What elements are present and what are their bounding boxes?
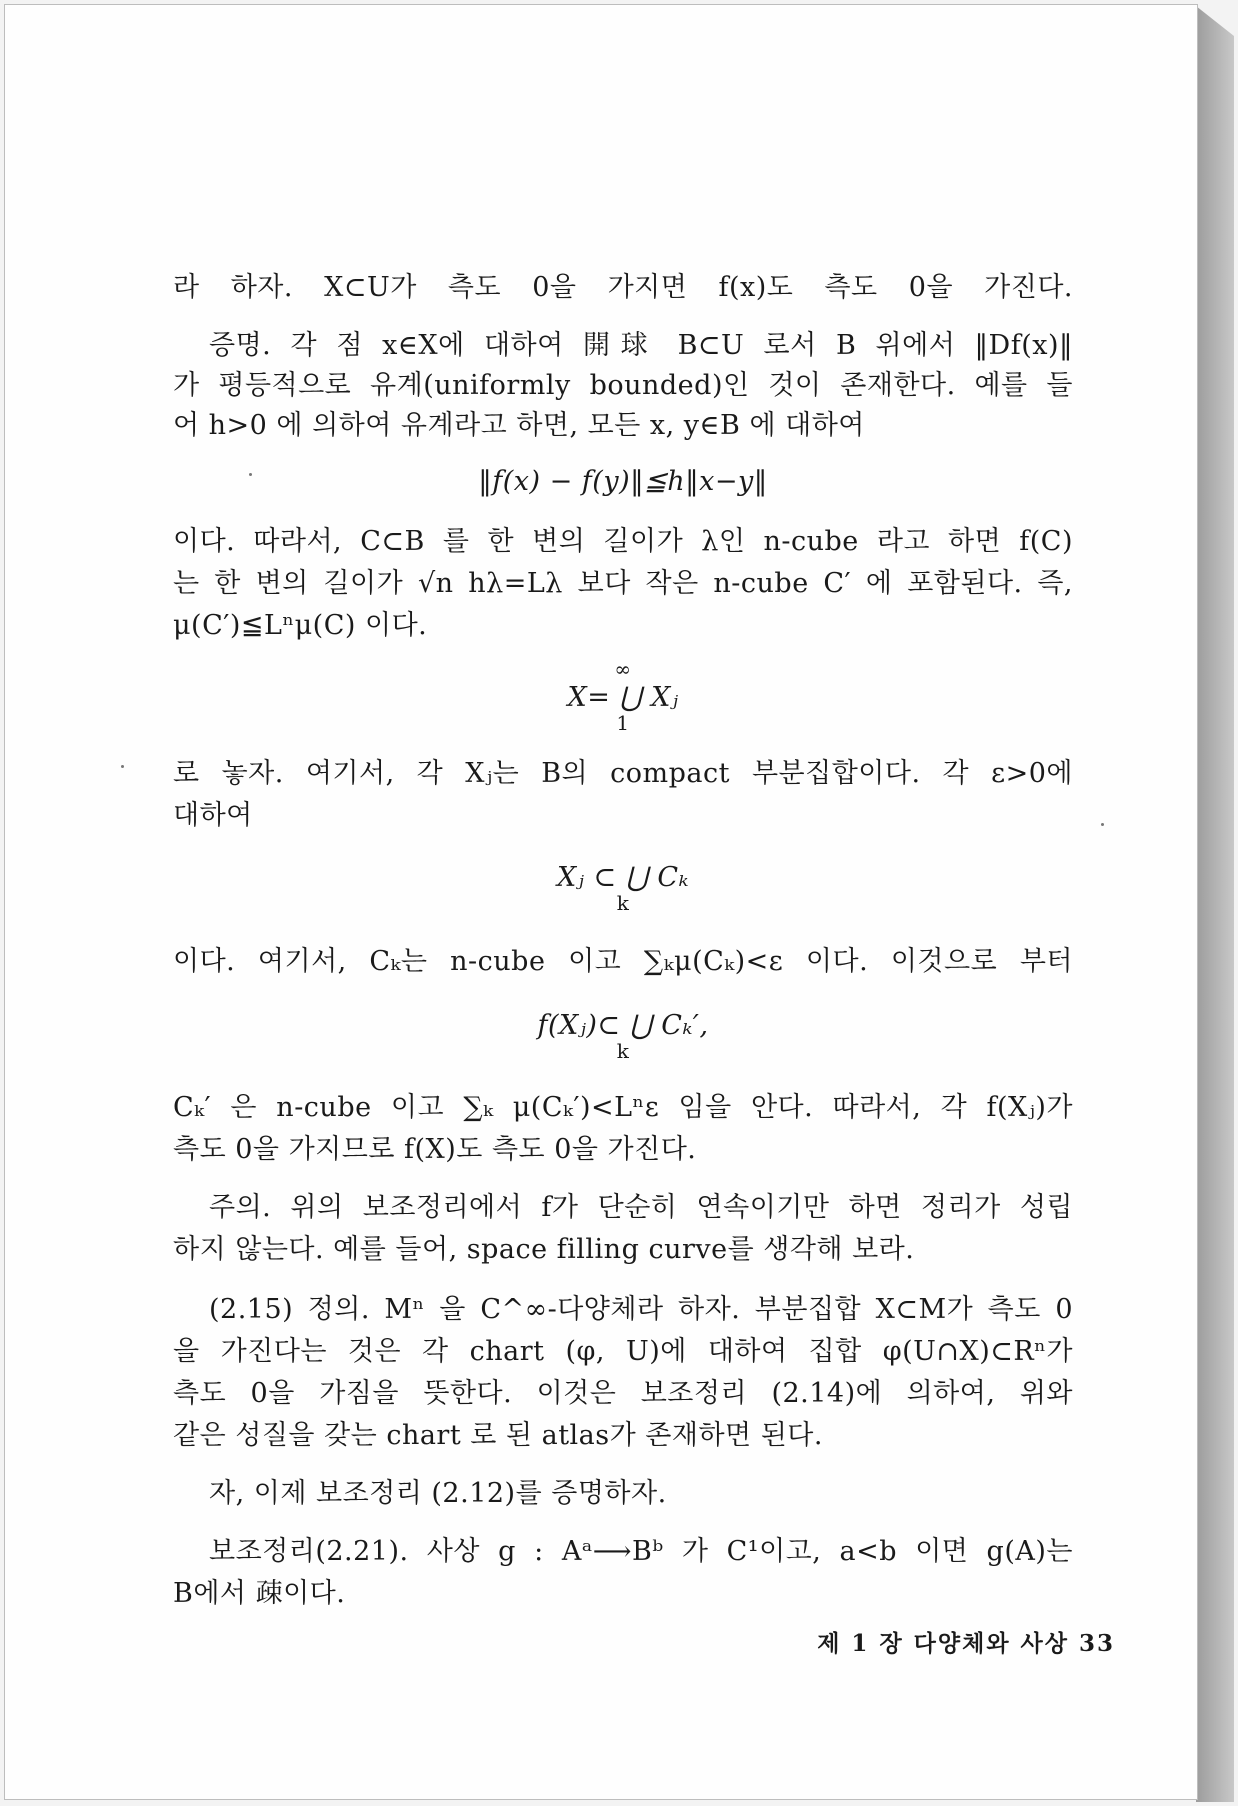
equation-3-lower: k xyxy=(616,891,630,915)
text-line: 이다. 여기서, Cₖ는 n-cube 이고 ∑ₖμ(Cₖ)<ε 이다. 이것으로 부터 xyxy=(173,946,1073,977)
text-line: 측도 0을 가지므로 f(X)도 측도 0을 가진다. xyxy=(173,1134,697,1165)
equation-2-lower: 1 xyxy=(616,711,630,735)
text-line: 는 한 변의 길이가 √n hλ=Lλ 보다 작은 n-cube C′ 에 포함된다. 즉, xyxy=(173,568,1073,599)
text-line: 라 하자. X⊂U가 측도 0을 가지면 f(x)도 측도 0을 가진다. xyxy=(173,272,1073,303)
equation-2-upper: ∞ xyxy=(614,657,632,681)
equation-3: Xⱼ ⊂ ⋃ Cₖ xyxy=(557,862,689,893)
text-line: μ(C′)≦Lⁿμ(C) 이다. xyxy=(173,610,428,641)
text-line: 측도 0을 가짐을 뜻한다. 이것은 보조정리 (2.14)에 의하여, 위와 xyxy=(173,1378,1073,1409)
scan-speck xyxy=(1101,823,1104,826)
page-footer: 제 1 장 다양체와 사상 33 xyxy=(817,1630,1115,1657)
text-line: 어 h>0 에 의하여 유계라고 하면, 모든 x, y∈B 에 대하여 xyxy=(173,410,865,441)
text-line: 같은 성질을 갖는 chart 로 된 atlas가 존재하면 된다. xyxy=(173,1420,823,1451)
page-edge-shadow xyxy=(1196,6,1234,1802)
equation-4-lower: k xyxy=(616,1039,630,1063)
scan-speck xyxy=(249,473,252,476)
definition-line: (2.15) 정의. Mⁿ 을 C^∞-다양체라 하자. 부분집합 X⊂M가 측도 0 xyxy=(209,1294,1073,1325)
text-line: 하지 않는다. 예를 들어, space filling curve를 생각해 보라. xyxy=(173,1234,915,1265)
text-line: 을 가진다는 것은 각 chart (φ, U)에 대하여 집합 φ(U∩X)⊂Rⁿ가 xyxy=(173,1336,1073,1367)
text-line: B에서 疎이다. xyxy=(173,1578,346,1609)
text-line: Cₖ′ 은 n-cube 이고 ∑ₖ μ(Cₖ′)<Lⁿε 임을 안다. 따라서, 각 f(Xⱼ)가 xyxy=(173,1092,1073,1123)
book-page xyxy=(4,4,1198,1800)
text-line: 가 평등적으로 유계(uniformly bounded)인 것이 존재한다. 예를 들 xyxy=(173,370,1073,401)
equation-2: X= ⋃ Xⱼ xyxy=(567,682,679,713)
text-line: 대하여 xyxy=(173,800,253,831)
proof-line: 증명. 각 점 x∈X에 대하여 開球 B⊂U 로서 B 위에서 ‖Df(x)‖ xyxy=(209,330,1073,361)
remark-line: 주의. 위의 보조정리에서 f가 단순히 연속이기만 하면 정리가 성립 xyxy=(209,1192,1073,1223)
text-line: 이다. 따라서, C⊂B 를 한 변의 길이가 λ인 n-cube 라고 하면 f(C) xyxy=(173,526,1073,557)
text-line: 로 놓자. 여기서, 각 Xⱼ는 B의 compact 부분집합이다. 각 ε>0에 xyxy=(173,758,1073,789)
scan-speck xyxy=(121,765,124,768)
equation-4: f(Xⱼ)⊂ ⋃ Cₖ′, xyxy=(537,1010,709,1041)
text-line: 자, 이제 보조정리 (2.12)를 증명하자. xyxy=(209,1478,667,1509)
lemma-line: 보조정리(2.21). 사상 g : Aᵃ⟶Bᵇ 가 C¹이고, a<b 이면 g(A)는 xyxy=(209,1536,1073,1567)
equation-1: ‖f(x) − f(y)‖≦h‖x−y‖ xyxy=(478,466,768,497)
